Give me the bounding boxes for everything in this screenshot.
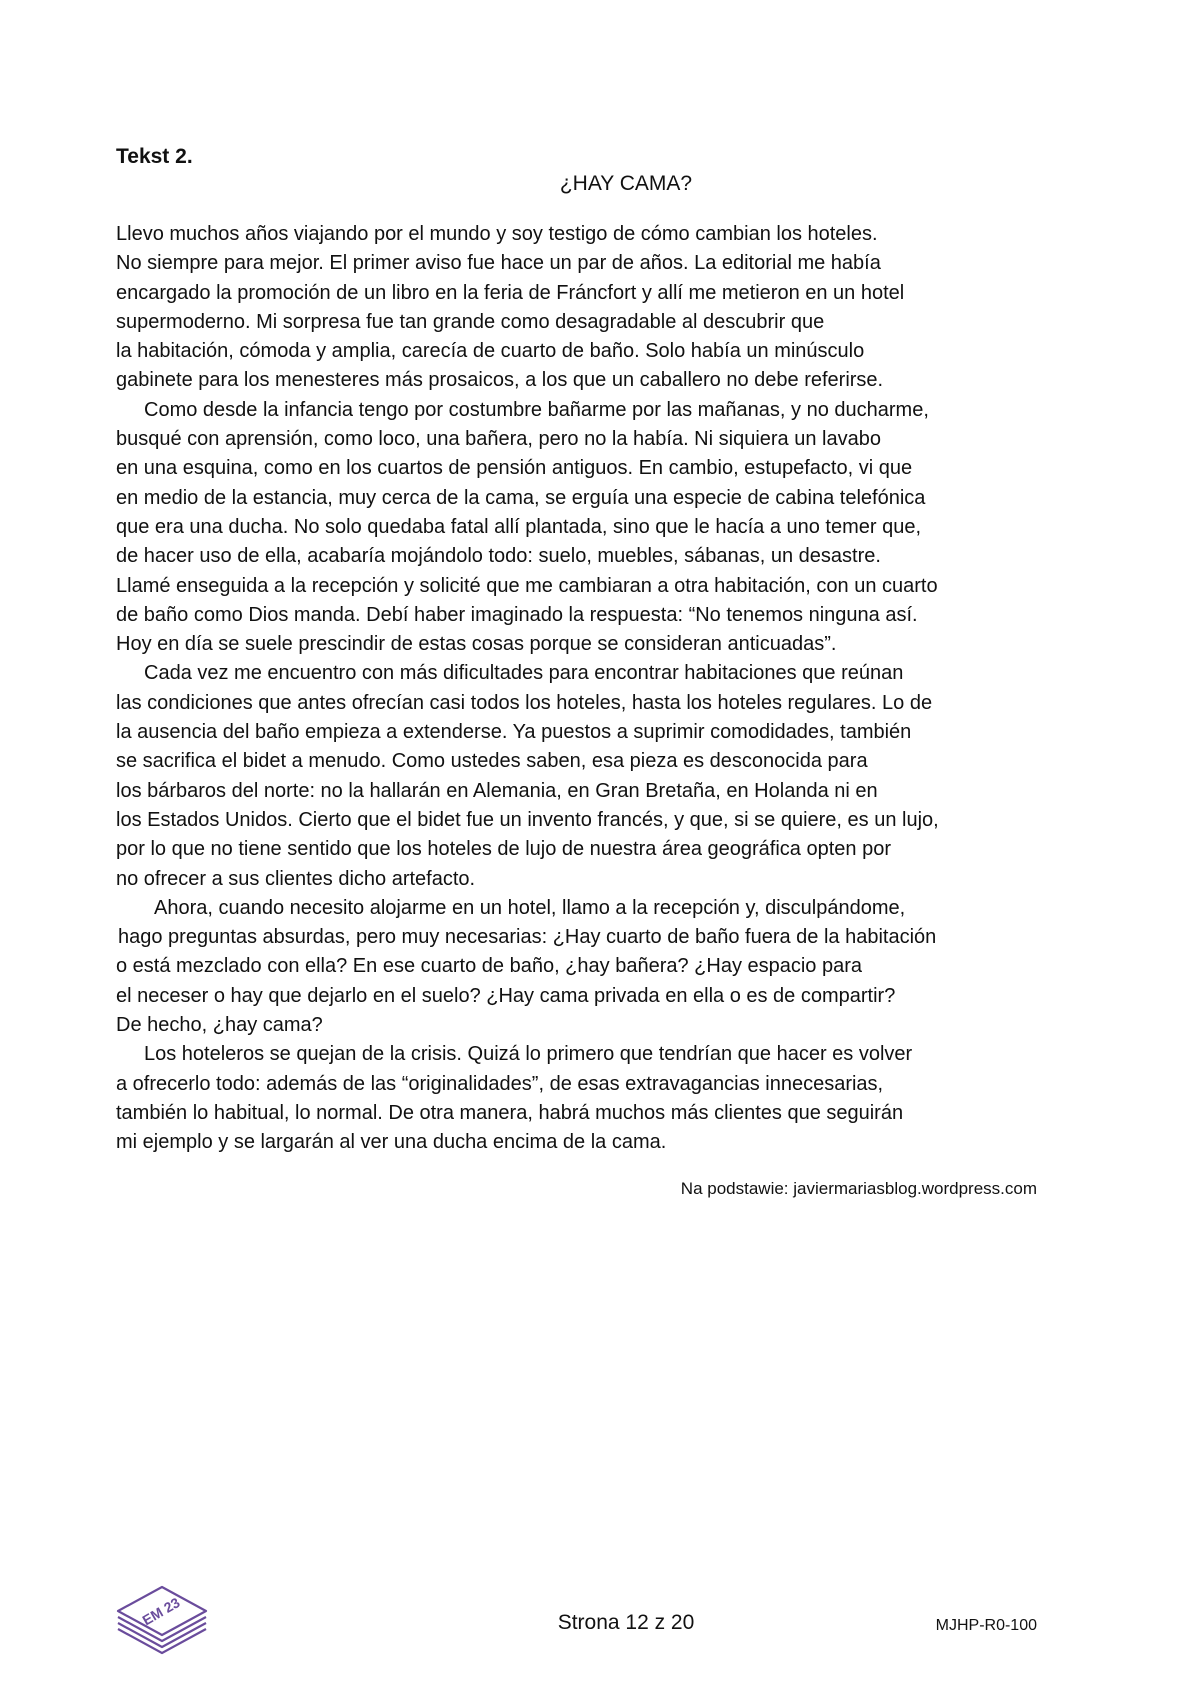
article-line: de hacer uso de ella, acabaría mojándolo todo: suelo, muebles, sábanas, un desastre. xyxy=(116,545,881,568)
logo-text: EM 23 xyxy=(139,1594,183,1629)
article-line: No siempre para mejor. El primer aviso fue hace un par de años. La editorial me había xyxy=(116,252,881,275)
page-number: Strona 12 z 20 xyxy=(557,1611,695,1634)
article-line: Llamé enseguida a la recepción y solicité que me cambiaran a otra habitación, con un cuarto xyxy=(116,574,938,597)
article-line: la habitación, cómoda y amplia, carecía de cuarto de baño. Solo había un minúsculo xyxy=(116,340,865,363)
article-line: Los hoteleros se quejan de la crisis. Quizá lo primero que tendrían que hacer es volver xyxy=(144,1043,913,1066)
article-line: en una esquina, como en los cuartos de pensión antiguos. En cambio, estupefacto, vi que xyxy=(116,457,913,480)
article-title: ¿HAY CAMA? xyxy=(559,172,693,195)
article-line: se sacrifica el bidet a menudo. Como ustedes saben, esa pieza es desconocida para xyxy=(116,750,868,773)
source-attribution: Na podstawie: javiermariasblog.wordpress.com xyxy=(680,1179,1037,1198)
article-line: el neceser o hay que dejarlo en el suelo? ¿Hay cama privada en ella o es de compartir? xyxy=(116,984,896,1007)
article-line: los Estados Unidos. Cierto que el bidet fue un invento francés, y que, si se quiere, es un lujo, xyxy=(116,808,939,831)
article-line: las condiciones que antes ofrecían casi todos los hoteles, hasta los hoteles regulares. Lo de xyxy=(116,691,933,714)
article-line: los bárbaros del norte: no la hallarán en Alemania, en Gran Bretaña, en Holanda ni en xyxy=(116,779,878,802)
article-line: Llevo muchos años viajando por el mundo y soy testigo de cómo cambian los hoteles. xyxy=(116,223,878,245)
article-line: gabinete para los menesteres más prosaicos, a los que un caballero no debe referirse. xyxy=(116,369,884,392)
article-line: Hoy en día se suele prescindir de estas cosas porque se consideran anticuadas”. xyxy=(116,633,837,656)
article-line: que era una ducha. No solo quedaba fatal allí plantada, sino que le hacía a uno temer que, xyxy=(116,515,922,538)
article-line: en medio de la estancia, muy cerca de la cama, se erguía una especie de cabina telefónica xyxy=(116,486,926,509)
article-line: mi ejemplo y se largarán al ver una ducha encima de la cama. xyxy=(116,1131,667,1154)
article-line: Como desde la infancia tengo por costumbre bañarme por las mañanas, y no ducharme, xyxy=(144,398,929,421)
article-line: Cada vez me encuentro con más dificultades para encontrar habitaciones que reúnan xyxy=(144,662,904,685)
article-line: la ausencia del baño empieza a extenderse. Ya puestos a suprimir comodidades, también xyxy=(116,721,912,744)
article-line: hago preguntas absurdas, pero muy necesarias: ¿Hay cuarto de baño fuera de la habitación xyxy=(118,926,937,949)
article-line: encargado la promoción de un libro en la feria de Fráncfort y allí me metieron en un hotel xyxy=(116,281,905,304)
article-line: Ahora, cuando necesito alojarme en un hotel, llamo a la recepción y, disculpándome, xyxy=(154,896,906,919)
article-line: De hecho, ¿hay cama? xyxy=(116,1014,323,1037)
article-line: busqué con aprensión, como loco, una bañera, pero no la había. Ni siquiera un lavabo xyxy=(116,428,881,451)
exam-code: MJHP-R0-100 xyxy=(935,1617,1037,1634)
article-line: no ofrecer a sus clientes dicho artefacto. xyxy=(116,867,476,890)
article-line: de baño como Dios manda. Debí haber imaginado la respuesta: “No tenemos ninguna así. xyxy=(116,603,918,626)
article-line: supermoderno. Mi sorpresa fue tan grande como desagradable al descubrir que xyxy=(116,310,825,333)
article-line: por lo que no tiene sentido que los hoteles de lujo de nuestra área geográfica opten por xyxy=(116,838,891,861)
section-label: Tekst 2. xyxy=(116,145,193,168)
article-body xyxy=(116,220,1056,1158)
article-line: o está mezclado con ella? En ese cuarto de baño, ¿hay bañera? ¿Hay espacio para xyxy=(116,955,863,978)
article-line: también lo habitual, lo normal. De otra manera, habrá muchos más clientes que seguirán xyxy=(116,1101,904,1124)
article-line: a ofrecerlo todo: además de las “originalidades”, de esas extravagancias innecesarias, xyxy=(116,1072,884,1095)
